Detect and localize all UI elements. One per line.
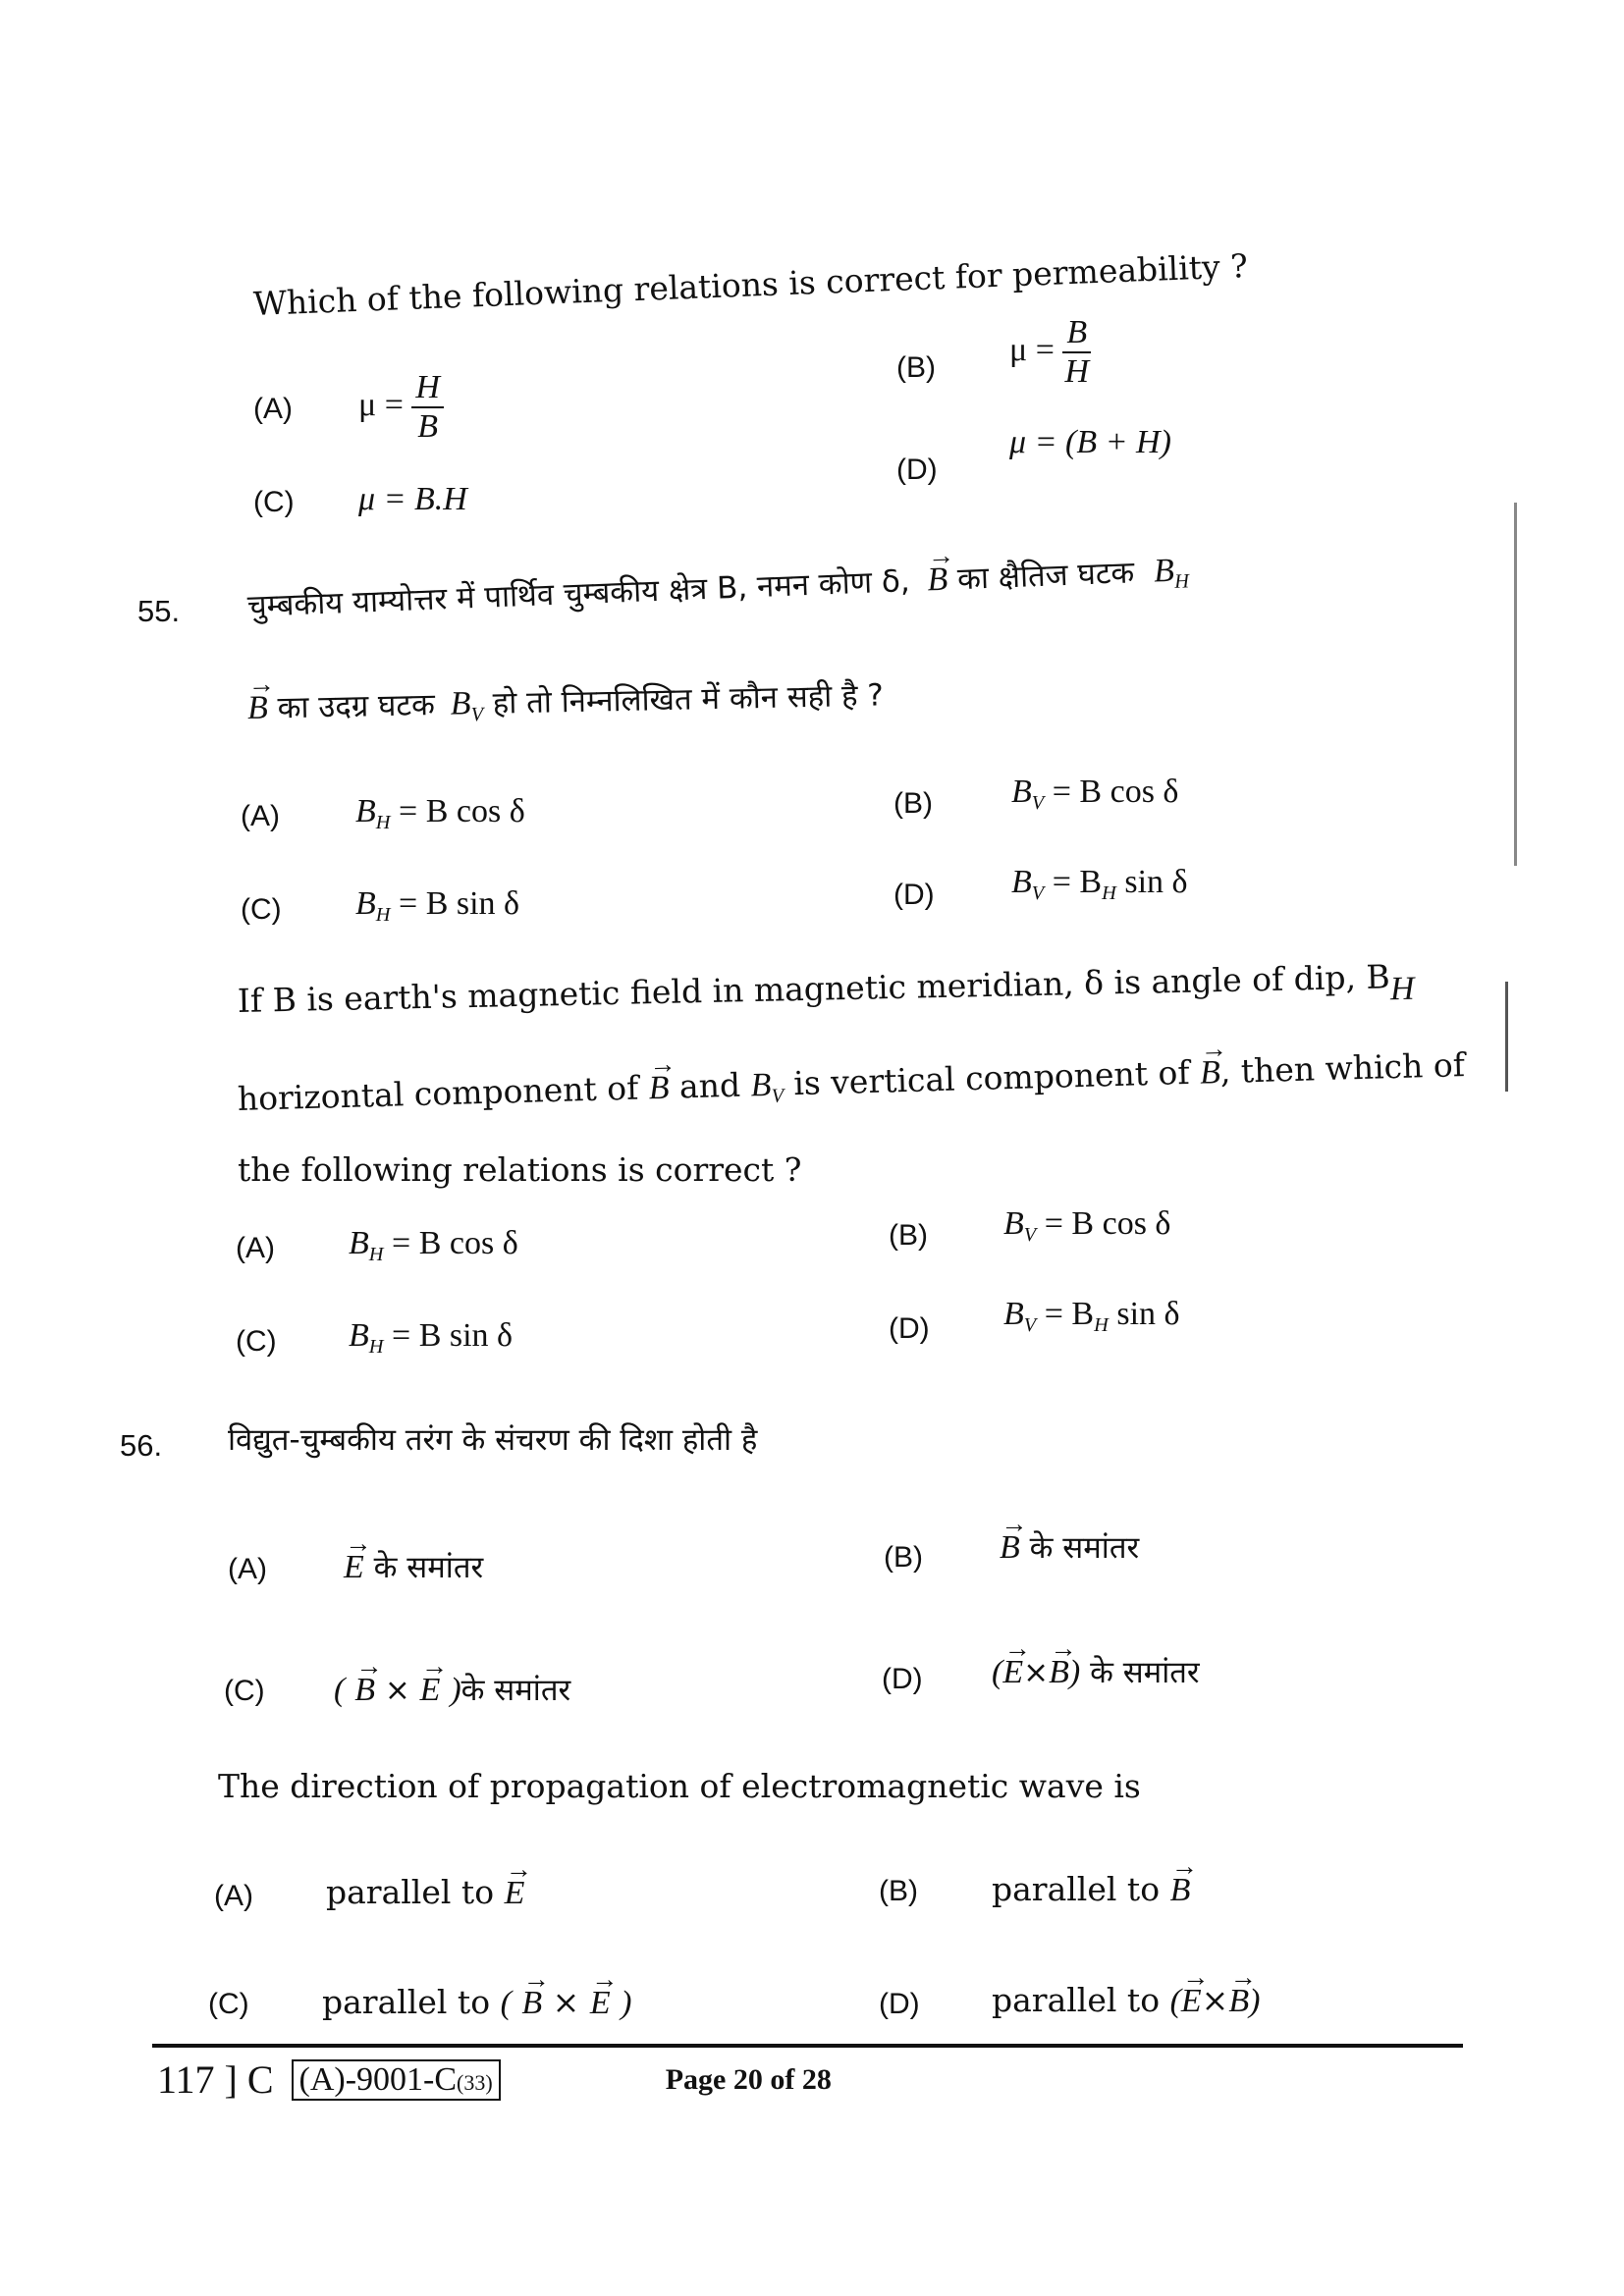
q56-hindi-stem: विद्युत-चुम्बकीय तरंग के संचरण की दिशा होती है <box>228 1422 758 1458</box>
q56-hi-option-c: ( → B × → E )के समांतर <box>334 1669 570 1710</box>
q55-hi-option-b-label: (B) <box>893 787 933 820</box>
q54-option-a-label: (A) <box>253 393 293 425</box>
q56-hi-option-b: → B के समांतर <box>1000 1526 1139 1568</box>
q56-en-option-c: parallel to ( → B × → E ) <box>322 1983 631 2022</box>
q56-hi-option-d: (→ E×→ B) के समांतर <box>992 1651 1200 1692</box>
q56-en-option-d: parallel to (→ E×→ B) <box>992 1981 1260 2020</box>
q54-option-b-label: (B) <box>896 351 936 384</box>
q56-en-option-b: parallel to → B <box>992 1870 1190 1909</box>
q54-option-d: μ = (B + H) <box>1009 424 1171 460</box>
q56-en-stem: The direction of propagation of electromagnetic wave is <box>218 1767 1141 1805</box>
q56-en-option-a: parallel to → E <box>326 1873 524 1912</box>
q55-hindi-line1: चुम्बकीय याम्योत्तर में पार्थिव चुम्बकीय क्षेत्र B, नमन कोण δ, → B का क्षैतिज घटक $B_H$ <box>246 549 1189 629</box>
q54-option-a: μ = $\frac{H}{B}$ <box>358 371 444 444</box>
q56-hi-option-c-label: (C) <box>224 1675 265 1707</box>
q54-option-c: μ = B.H <box>358 481 467 517</box>
q55-en-line2: horizontal component of → B and $B_V$ is vertical component of → B, then which of <box>237 1045 1465 1123</box>
q56-en-option-a-label: (A) <box>214 1880 253 1912</box>
footer-divider <box>152 2044 1463 2048</box>
q56-hi-option-a-label: (A) <box>228 1553 267 1585</box>
q55-number: 55. <box>137 594 181 628</box>
q56-en-option-c-label: (C) <box>208 1988 249 2020</box>
q56-en-option-d-label: (D) <box>879 1988 920 2020</box>
q54-option-b: μ = $\frac{B}{H}$ <box>1009 316 1091 389</box>
q55-hi-option-b: $B_V = B$ cos δ <box>1011 774 1179 815</box>
q55-hi-option-c: $B_H = B$ sin δ <box>355 885 520 927</box>
q56-en-option-b-label: (B) <box>879 1875 918 1907</box>
q55-hi-option-d-label: (D) <box>893 879 935 911</box>
page-footer <box>157 2056 832 2103</box>
q55-hi-option-d: $B_V = B_H$ sin δ <box>1011 864 1188 905</box>
fraction: $\frac{B}{H}$ <box>1062 316 1091 389</box>
q54-stem: Which of the following relations is correct for permeability ? <box>252 246 1249 323</box>
q55-hindi-line2: → B का उदग्र घटक $B_V$ हो तो निम्नलिखित में कौन सही है ? <box>247 673 885 731</box>
q55-hi-option-a: $B_H = B$ cos δ <box>355 793 525 834</box>
q56-hi-option-b-label: (B) <box>884 1541 923 1574</box>
q55-en-option-c-label: (C) <box>236 1325 277 1358</box>
q55-en-option-a-label: (A) <box>236 1232 275 1264</box>
q55-en-option-d-label: (D) <box>889 1312 930 1345</box>
page-number: Page 20 of 28 <box>665 2062 832 2096</box>
q54-option-d-label: (D) <box>896 454 938 486</box>
q55-hi-option-c-label: (C) <box>241 893 282 926</box>
footer-series: 117 ] C <box>157 2057 274 2102</box>
paper-code-box: (A)-9001-C(33) <box>292 2059 501 2101</box>
q55-hi-option-a-label: (A) <box>241 800 280 832</box>
q54-option-c-label: (C) <box>253 486 295 518</box>
fraction: $\frac{H}{B}$ <box>411 371 444 444</box>
scan-margin-line <box>1505 982 1508 1092</box>
q55-en-option-b-label: (B) <box>889 1219 928 1252</box>
q55-en-line3: the following relations is correct ? <box>238 1150 802 1189</box>
q56-hi-option-d-label: (D) <box>882 1663 923 1695</box>
scan-margin-line <box>1514 503 1517 866</box>
q56-hi-option-a: → E के समांतर <box>344 1546 483 1587</box>
q55-en-option-d: $B_V = B_H$ sin δ <box>1003 1296 1180 1337</box>
q56-number: 56. <box>120 1428 163 1463</box>
q55-en-option-a: $B_H = B$ cos δ <box>349 1225 518 1266</box>
q55-en-option-b: $B_V = B$ cos δ <box>1003 1205 1171 1247</box>
q55-en-option-c: $B_H = B$ sin δ <box>349 1317 514 1359</box>
q55-en-line1: If B is earth's magnetic field in magnetic meridian, δ is angle of dip, $B_H$ <box>237 957 1415 1020</box>
